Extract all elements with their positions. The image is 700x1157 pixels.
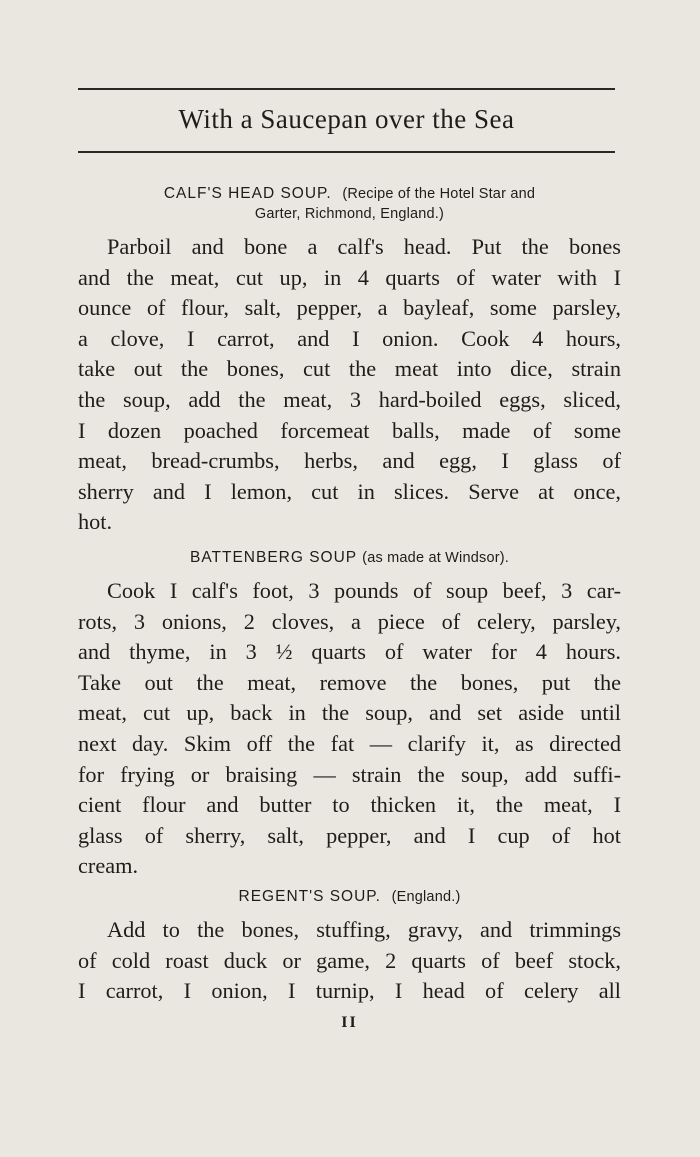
text-line: and thyme, in 3 ½ quarts of water for 4 hours. <box>78 639 621 665</box>
recipe-note: (England.) <box>391 889 461 905</box>
text-line: cream. <box>78 853 139 879</box>
running-head: With a Saucepan over the Sea <box>178 104 515 134</box>
recipe-body-battenberg-soup <box>78 576 621 882</box>
text-line: glass of sherry, salt, pepper, and I cup of hot <box>78 822 621 848</box>
text-line: hot. <box>78 509 113 535</box>
text-line: next day. Skim off the fat — clarify it, as directed <box>78 730 621 756</box>
text-line: Take out the meat, remove the bones, put the <box>78 669 621 695</box>
recipe-heading-calfs-head-soup <box>78 185 621 203</box>
text-line: I carrot, I onion, I turnip, I head of celery all <box>78 978 621 1004</box>
recipe-title: CALF'S HEAD SOUP. <box>163 185 332 202</box>
recipe-title: REGENT'S SOUP. <box>238 888 381 905</box>
recipe-heading-note-line2 <box>78 205 621 223</box>
text-line: Parboil and bone a calf's head. Put the bones <box>107 234 621 259</box>
recipe-body-regents-soup <box>78 915 621 1007</box>
text-line: ounce of flour, salt, pepper, a bayleaf, some parsley, <box>78 295 621 321</box>
text-line: sherry and I lemon, cut in slices. Serve at once, <box>78 478 621 504</box>
text-line: Cook I calf's foot, 3 pounds of soup beef, 3 car- <box>107 578 621 603</box>
recipe-heading-regents-soup <box>78 888 621 906</box>
text-line: Add to the bones, stuffing, gravy, and trimmings <box>107 917 621 942</box>
text-line: I dozen poached forcemeat balls, made of some <box>78 417 621 443</box>
text-line: and the meat, cut up, in 4 quarts of water with I <box>78 264 621 290</box>
recipe-note: (as made at Windsor). <box>362 550 509 566</box>
text-line: rots, 3 onions, 2 cloves, a piece of celery, parsley, <box>78 608 621 634</box>
recipe-note: Garter, Richmond, England.) <box>254 206 445 222</box>
text-line: meat, cut up, back in the soup, and set aside until <box>78 700 621 726</box>
recipe-heading-battenberg-soup <box>78 549 621 567</box>
text-line: for frying or braising — strain the soup, add suffi- <box>78 761 621 787</box>
text-line: take out the bones, cut the meat into dice, strain <box>78 356 621 382</box>
text-line: a clove, I carrot, and I onion. Cook 4 hours, <box>78 325 621 351</box>
header-rule-bottom <box>78 151 615 153</box>
header-rule-top <box>78 88 615 90</box>
text-line: the soup, add the meat, 3 hard-boiled eggs, sliced, <box>78 386 621 412</box>
page-number: II <box>341 1014 358 1031</box>
recipe-title: BATTENBERG SOUP <box>189 549 357 566</box>
recipe-body-calfs-head-soup <box>78 232 621 538</box>
recipe-note: (Recipe of the Hotel Star and <box>342 186 536 202</box>
text-line: meat, bread-crumbs, herbs, and egg, I glass of <box>78 448 621 474</box>
text-line: of cold roast duck or game, 2 quarts of beef stock, <box>78 947 621 973</box>
text-line: cient flour and butter to thicken it, the meat, I <box>78 792 621 818</box>
